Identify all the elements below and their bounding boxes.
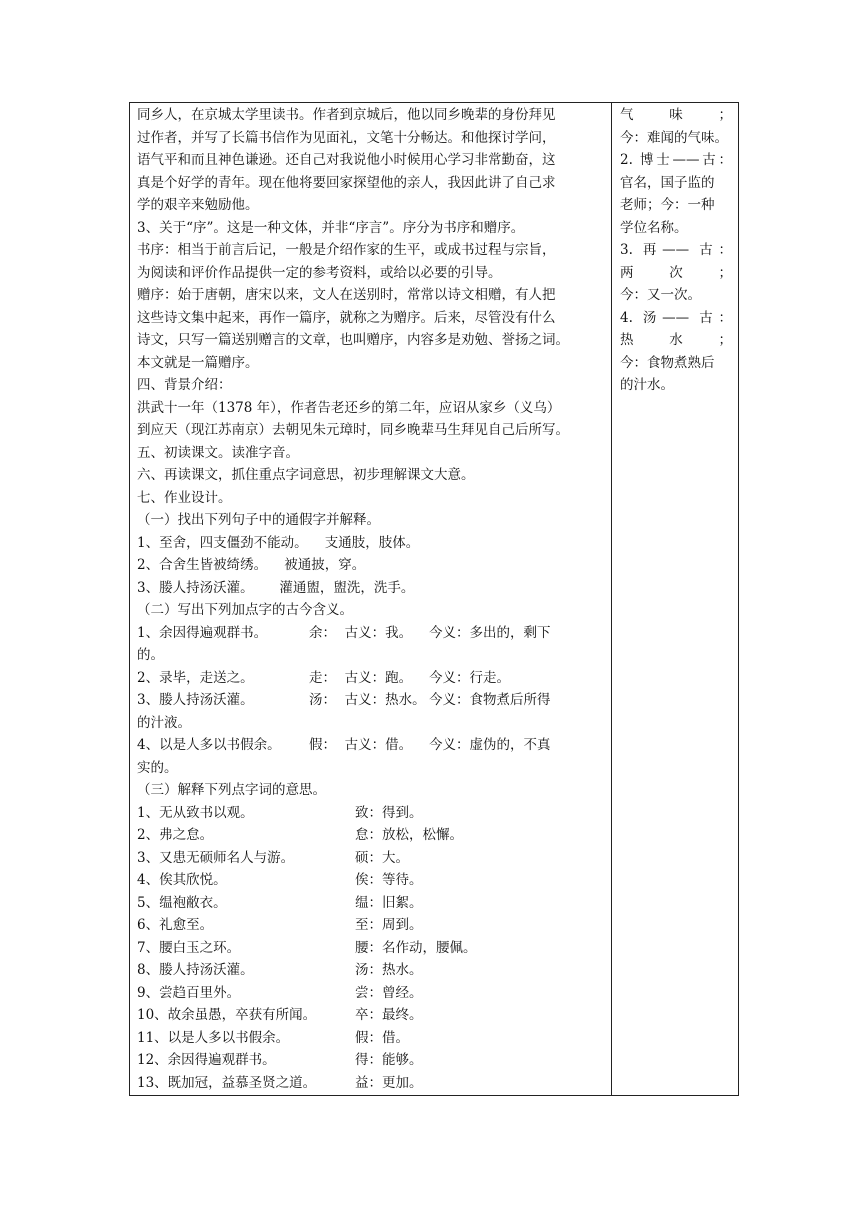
note-line: 两 次 ；: [620, 264, 732, 281]
definition: 怠：放松，松懈。: [355, 827, 463, 843]
exercise-item: [137, 937, 607, 960]
note-line: 热 水 ；: [620, 332, 732, 348]
ancient-meaning: 汤： 古义：热水。: [309, 692, 426, 708]
exercise-heading: （二）写出下列加点字的古今含义。: [137, 602, 353, 618]
definition: 卒：最终。: [355, 1007, 423, 1023]
section-heading: 五、初读课文。读准字音。: [137, 444, 299, 461]
definition: 益：更加。: [355, 1074, 423, 1091]
modern-meaning: 今义：多出的，剩下: [429, 624, 551, 641]
ancient-meaning: 余： 古义：我。: [309, 624, 413, 641]
sentence: 5、缊袍敝衣。: [137, 894, 227, 911]
note-line: 2. 博士——古：: [620, 152, 732, 168]
text-line: 语气平和而且神色谦逊。还自己对我说他小时候用心学习非常勤奋，这: [137, 152, 556, 168]
exercise-item: [137, 892, 607, 915]
exercise-item: [137, 869, 607, 892]
exercise-item-continuation: 实的。: [137, 759, 178, 776]
exercise-item: [137, 1004, 607, 1027]
modern-meaning: 今义：食物煮后所得: [429, 692, 551, 708]
definition: 硕：大。: [355, 849, 409, 866]
text-line: 3、关于“序”。这是一种文体，并非“序言”。序分为书序和赠序。: [137, 219, 525, 236]
sentence: 4、俟其欣悦。: [137, 872, 227, 888]
exercise-item: [137, 847, 607, 870]
note-line: 3. 再—— 古：: [620, 242, 732, 258]
exercise-item: [137, 1049, 607, 1072]
text-line: 书序：相当于前言后记，一般是介绍作家的生平，或成书过程与宗旨，: [137, 242, 556, 258]
ancient-meaning: 走： 古义：跑。: [309, 669, 413, 686]
sentence: 1、余因得遍观群书。: [137, 624, 268, 641]
section-heading: 四、背景介绍：: [137, 377, 232, 393]
sentence: 1、无从致书以观。: [137, 804, 254, 821]
text-line: 诗文，只写一篇送别赠言的文章，也叫赠序，内容多是劝勉、誉扬之词。: [137, 332, 569, 348]
exercise-heading: （一）找出下列句子中的通假字并解释。: [137, 512, 380, 528]
sentence: 4、以是人多以书假余。: [137, 737, 281, 753]
definition: 缊：旧絮。: [355, 894, 423, 911]
sentence: 9、尝趋百里外。: [137, 984, 241, 1001]
exercise-item: [137, 689, 607, 712]
definition: 假：借。: [355, 1029, 409, 1046]
exercise-item: [137, 1027, 607, 1050]
note-line: 学位名称。: [620, 219, 688, 236]
exercise-item: [137, 982, 607, 1005]
sentence: 3、媵人持汤沃灌。: [137, 692, 254, 708]
text-line: 真是个好学的青年。现在他将要回家探望他的亲人，我因此讲了自己求: [137, 174, 556, 191]
note-line: 4. 汤—— 古：: [620, 309, 732, 326]
text-line: 过作者，并写了长篇书信作为见面礼，文笔十分畅达。和他探讨学问，: [137, 129, 556, 146]
note-line: 官名，国子监的: [620, 174, 715, 191]
modern-meaning: 今义：行走。: [429, 669, 510, 686]
text-line: 本文就是一篇赠序。: [137, 354, 259, 371]
sentence: 12、余因得遍观群书。: [137, 1052, 276, 1068]
sentence: 2、录毕，走送之。: [137, 669, 254, 686]
exercise-item-continuation: 的汁液。: [137, 714, 191, 731]
sentence: 3、又患无硕师名人与游。: [137, 849, 295, 866]
text-line: 这些诗文集中起来，再作一篇序，就称之为赠序。后来，尽管没有什么: [137, 309, 556, 326]
text-line: 学的艰辛来勉励他。: [137, 197, 259, 213]
note-line: 今：食物煮熟后: [620, 354, 715, 371]
sentence: 6、礼愈至。: [137, 917, 214, 933]
definition: 俟：等待。: [355, 872, 423, 888]
definition: 得：能够。: [355, 1052, 423, 1068]
text-line: 同乡人，在京城太学里读书。作者到京城后，他以同乡晚辈的身份拜见: [137, 107, 556, 123]
section-heading: 七、作业设计。: [137, 489, 232, 506]
modern-meaning: 今义：虚伪的，不真: [429, 737, 551, 753]
exercise-heading: （三）解释下列点字词的意思。: [137, 782, 326, 798]
exercise-item: [137, 667, 607, 690]
note-line: 今：难闻的气味。: [620, 129, 728, 146]
text-line: 赠序：始于唐朝，唐宋以来，文人在送别时，常常以诗文相赠，有人把: [137, 287, 556, 303]
definition: 尝：曾经。: [355, 984, 423, 1001]
sentence: 8、媵人持汤沃灌。: [137, 962, 254, 978]
definition: 致：得到。: [355, 804, 423, 821]
exercise-item: [137, 959, 607, 982]
note-line: 气 味 ；: [620, 107, 732, 123]
text-line: 洪武十一年（1378 年），作者告老还乡的第二年，应诏从家乡（义乌）: [137, 399, 561, 416]
exercise-item: 2、合舍生皆被绮绣。 被通披，穿。: [137, 557, 366, 573]
sentence: 10、故余虽愚，卒获有所闻。: [137, 1007, 317, 1023]
exercise-item: 1、至舍，四支僵劲不能动。 支通肢，肢体。: [137, 534, 420, 551]
exercise-item: 3、媵人持汤沃灌。 灌通盥，盥洗，洗手。: [137, 579, 415, 596]
sentence: 7、腰白玉之环。: [137, 939, 241, 956]
exercise-item: [137, 734, 607, 757]
notes-column: [620, 104, 732, 397]
main-column: [137, 104, 607, 1094]
sentence: 2、弗之怠。: [137, 827, 214, 843]
note-line: 今：又一次。: [620, 287, 701, 303]
definition: 腰：名作动，腰佩。: [355, 939, 477, 956]
sentence: 13、既加冠，益慕圣贤之道。: [137, 1074, 317, 1091]
note-line: 老师；今：一种: [620, 197, 715, 213]
exercise-item: [137, 824, 607, 847]
exercise-item-continuation: 的。: [137, 647, 164, 663]
exercise-item: [137, 622, 607, 645]
section-heading: 六、再读课文，抓住重点字词意思，初步理解课文大意。: [137, 467, 475, 483]
column-divider: [611, 102, 612, 1096]
exercise-item: [137, 914, 607, 937]
definition: 汤：热水。: [355, 962, 423, 978]
ancient-meaning: 假： 古义：借。: [309, 737, 413, 753]
definition: 至：周到。: [355, 917, 423, 933]
text-line: 到应天（现江苏南京）去朝见朱元璋时，同乡晚辈马生拜见自己后所写。: [137, 422, 569, 438]
text-line: 为阅读和评价作品提供一定的参考资料，或给以必要的引导。: [137, 264, 502, 281]
sentence: 11、以是人多以书假余。: [137, 1029, 290, 1046]
exercise-item: [137, 1072, 607, 1095]
note-line: 的汁水。: [620, 377, 674, 393]
exercise-item: [137, 802, 607, 825]
